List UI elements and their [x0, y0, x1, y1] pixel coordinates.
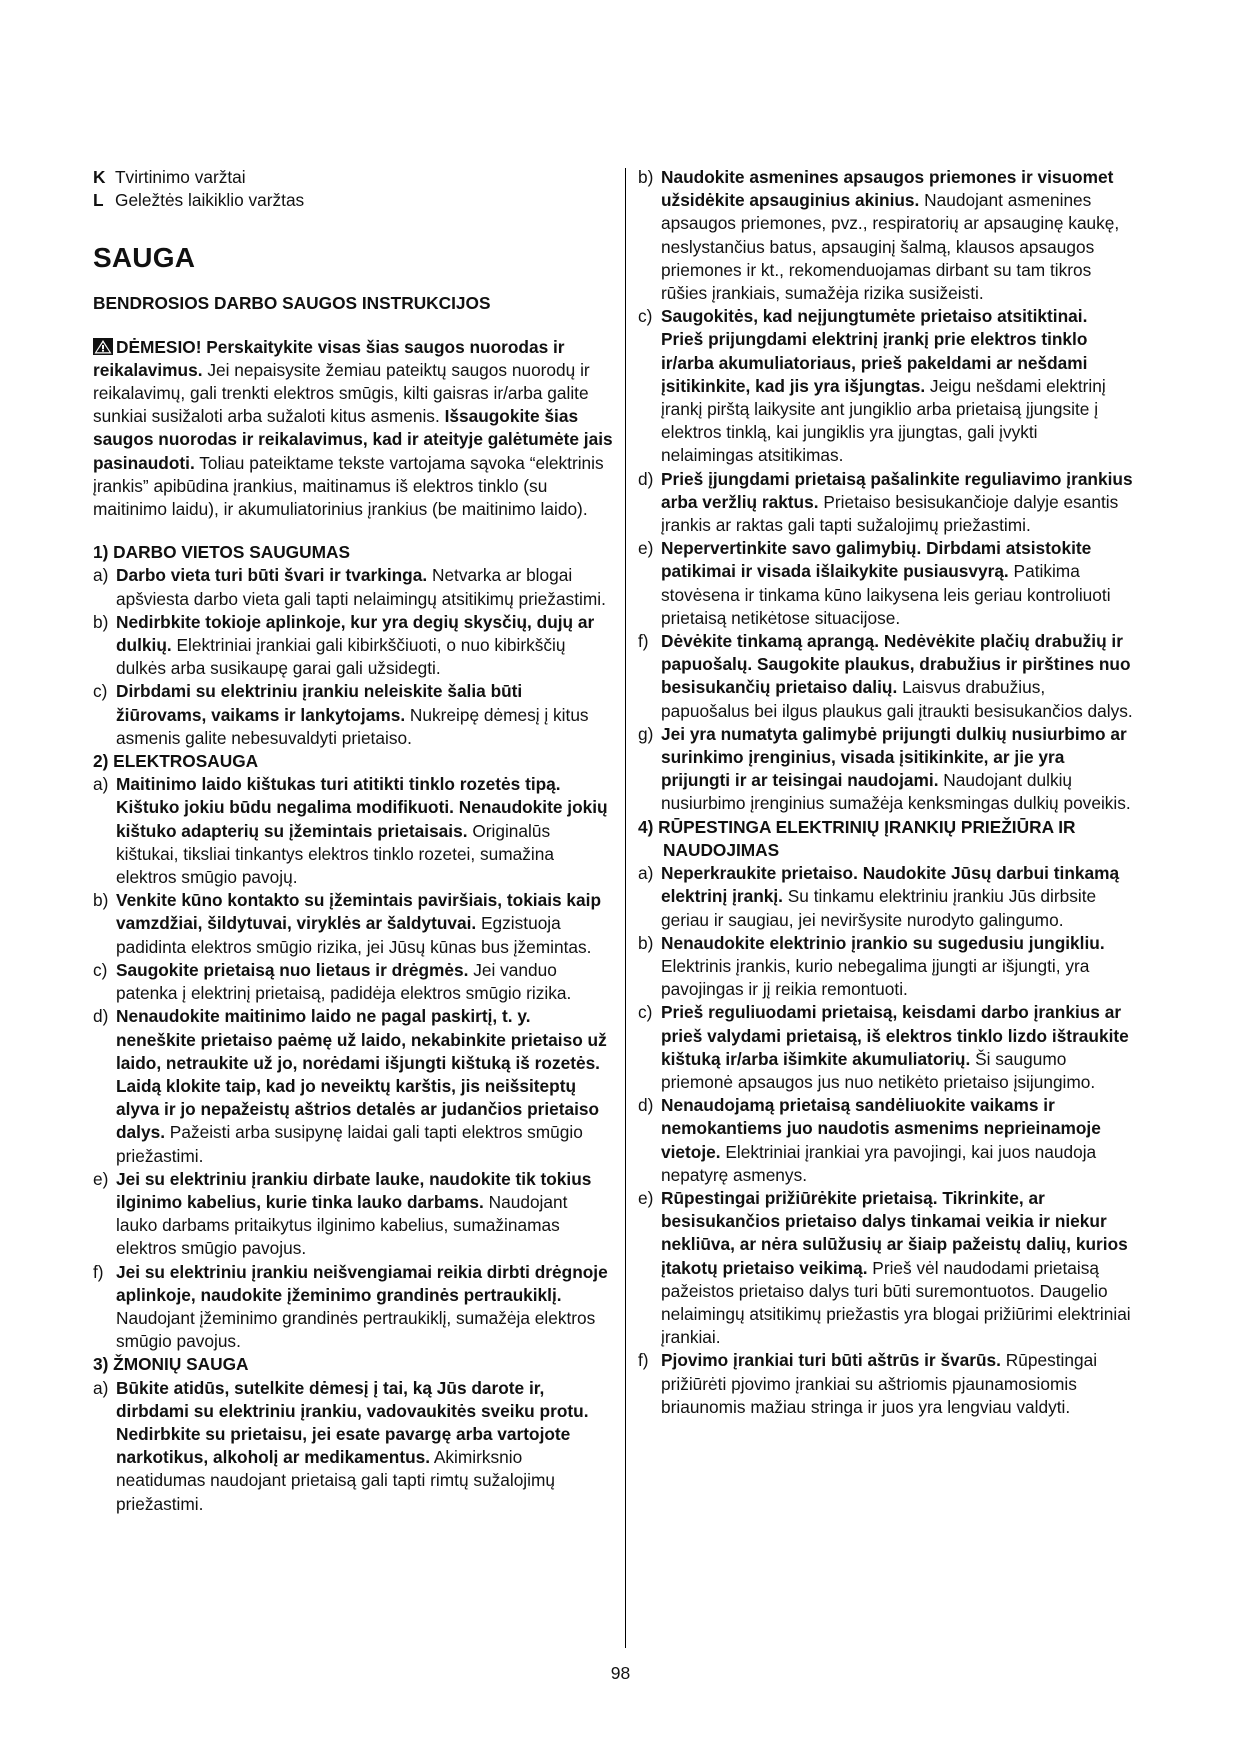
- list-item: a) Neperkraukite prietaiso. Naudokite Jūsų darbui tinkamą elektrinį įrankį. Su tinkamu elektriniu įrankiu Jūs dirbsite geriau ir saugiau, jei neviršysite nurodyto galingumo.: [638, 863, 1120, 930]
- section-subtitle: BENDROSIOS DARBO SAUGOS INSTRUKCIJOS: [93, 293, 491, 314]
- list-item: b) Nenaudokite elektrinio įrankio su sugedusiu jungikliu. Elektrinis įrankis, kurio nebegalima įjungti ar išjungti, yra pavojingas ir jį reikia remontuoti.: [638, 932, 1105, 1000]
- list-item: a) Būkite atidūs, sutelkite dėmesį į tai, ką Jūs darote ir, dirbdami su elektriniu įrankiu, vadovaukitės sveiku protu. Nedirbkite su prietaisu, jei esate pavargę arba vartojote narkotikus, alkoholį ar medikamentus. Akimirksnio neatidumas naudojant prietaisą gali tapti rimtų sužalojimų priežastimi.: [93, 1377, 589, 1514]
- list-item: g) Jei yra numatyta galimybė prijungti dulkių nusiurbimo ar surinkimo įrenginius, visada įsitikinkite, ar jie yra prijungti ir ar teisingai naudojami. Naudojant dulkių nusiurbimo įrenginius sumažėja kenksmingas dulkių poveikis.: [638, 723, 1131, 814]
- list-item: d) Nenaudokite maitinimo laido ne pagal paskirtį, t. y. neneškite prietaiso paėmę už laido, nekabinkite prietaiso už laido, netraukite už jo, norėdami išjungti kištuką iš rozetės. Laidą klokite taip, kad jo neveiktų karštis, jis neišsiteptų alyva ir jo nepažeistų aštrios detalės ar judančios prietaiso dalys. Pažeisti arba susipynę laidai gali tapti elektros smūgio priežastimi.: [93, 1006, 607, 1166]
- list-item: e) Jei su elektriniu įrankiu dirbate lauke, naudokite tik tokius ilginimo kabelius, kurie tinka lauko darbams. Naudojant lauko darbams pritaikytus ilginimo kabelius, sumažinamas elektros smūgio pavojus.: [93, 1168, 592, 1259]
- list-item: c) Saugokitės, kad neįjungtumėte prietaiso atsitiktinai. Prieš prijungdami elektrinį įrankį prie elektros tinklo ir/arba akumuliatoriaus, prieš pakeldami ar nešdami įsitikinkite, kad jis yra išjungtas. Jeigu nešdami elektrinį įrankį pirštą laikysite ant jungiklio arba prietaisą įjungsite į elektros tinklą, kai jungiklis yra įjungtas, gali įvykti nelaimingas atsitikimas.: [638, 306, 1106, 466]
- left-column: [93, 166, 613, 1516]
- legend-item-l: L Geležtės laikiklio varžtas: [93, 190, 305, 211]
- list-item: e) Nepervertinkite savo galimybių. Dirbdami atsistokite patikimai ir visada išlaikykite pusiausvyrą. Patikima stovėsena ir tinkama kūno laikysena leis geriau kontroliuoti prietaisą netikėtose situacijose.: [638, 538, 1111, 628]
- page-title: SAUGA: [93, 242, 196, 274]
- warning-triangle-icon: [93, 338, 113, 355]
- legend-item-k: K Tvirtinimo varžtai: [93, 167, 246, 187]
- right-column: [638, 166, 1134, 1419]
- list-item: b) Venkite kūno kontakto su įžemintais paviršiais, tokiais kaip vamzdžiai, šildytuvai, viryklės ar šaldytuvai. Egzistuoja padidinta elektros smūgio rizika, jei Jūsų kūnas bus įžemintas.: [93, 890, 602, 957]
- list-item: a) Maitinimo laido kištukas turi atitikti tinklo rozetės tipą. Kištuko jokiu būdu negalima modifikuoti. Nenaudokite jokių kištuko adapterių su įžemintais prietaisais. Originalūs kištukai, tiksliai tinkantys elektros tinklo rozetei, sumažina elektros smūgio pavojų.: [93, 774, 608, 888]
- list-item: c) Prieš reguliuodami prietaisą, keisdami darbo įrankius ar prieš valydami prietaisą, iš elektros tinklo lizdo ištraukite kištuką ir/arba išimkite akumuliatorių. Ši saugumo priemonė apsaugos jus nuo netikėto prietaiso įsijungimo.: [638, 1002, 1129, 1092]
- list-item: c) Dirbdami su elektriniu įrankiu neleiskite šalia būti žiūrovams, vaikams ir lankytojams. Nukreipę dėmesį į kitus asmenis galite nebesuvaldyti prietaiso.: [93, 681, 589, 748]
- list-item: b) Naudokite asmenines apsaugos priemones ir visuomet užsidėkite apsauginius akinius. Naudojant asmenines apsaugos priemones, pvz., respiratorių ar apsauginę kaukę, neslystančius batus, apsauginį šalmą, klausos apsaugos priemones ir kt., rekomenduojamas dirbant su tam tikros rūšies įrankiais, sumažėja rizika susižeisti.: [638, 167, 1120, 304]
- list-item: a) Darbo vieta turi būti švari ir tvarkinga. Netvarka ar blogai apšviesta darbo vieta gali tapti nelaimingų atsitikimų priežastimi.: [93, 565, 606, 609]
- warning-paragraph: DĖMESIO! Perskaitykite visas šias saugos nuorodas ir reikalavimus. Jei nepaisysite žemiau pateiktų saugos nuorodų ir reikalavimų, gali trenkti elektros smūgis, kilti gaisras ir/arba galite sunkiai susižaloti arba sužaloti kitus asmenis. Išsaugokite šias saugos nuorodas ir reikalavimus, kad ir ateityje galėtumėte jais pasinaudoti. Toliau pateiktame tekste vartojama sąvoka “elektrinis įrankis” apibūdina įrankius, maitinamus iš elektros tinklo (su maitinimo laidu), ir akumuliatorinius įrankius (be maitinimo laido).: [93, 336, 613, 520]
- section-2-heading: 2) ELEKTROSAUGA: [93, 751, 259, 772]
- list-item: b) Nedirbkite tokioje aplinkoje, kur yra degių skysčių, dujų ar dulkių. Elektriniai įrankiai gali kibirkščiuoti, o nuo kibirkščių dulkės arba susikaupę garai gali užsidegti.: [93, 611, 595, 679]
- list-item: f) Dėvėkite tinkamą aprangą. Nedėvėkite plačių drabužių ir papuošalų. Saugokite plaukus, drabužius ir pirštines nuo besisukančių prietaiso dalių. Laisvus drabužius, papuošalus bei ilgus plaukus gali įtraukti besisukančios dalys.: [638, 631, 1133, 721]
- list-item: d) Prieš įjungdami prietaisą pašalinkite reguliavimo įrankius arba veržlių raktus. Prietaiso besisukančioje dalyje esantis įrankis ar raktas gali tapti sužalojimų priežastimi.: [638, 468, 1133, 536]
- page-number: 98: [610, 1663, 631, 1683]
- list-item: f) Pjovimo įrankiai turi būti aštrūs ir švarūs. Rūpestingai prižiūrėti pjovimo įrankiai su aštriomis pjaunamosiomis briaunomis mažiau stringa ir juos yra lengviau valdyti.: [638, 1350, 1098, 1417]
- list-item: d) Nenaudojamą prietaisą sandėliuokite vaikams ir nemokantiems juo naudotis asmenims neprieinamoje vietoje. Elektriniai įrankiai yra pavojingi, kai juos naudoja nepatyrę asmenys.: [638, 1095, 1101, 1185]
- list-item: f) Jei su elektriniu įrankiu neišvengiamai reikia dirbti drėgnoje aplinkoje, naudokite įžeminimo grandinės pertraukiklį. Naudojant įžeminimo grandinės pertraukiklį, sumažėja elektros smūgio pavojus.: [93, 1261, 608, 1352]
- section-1-heading: 1) DARBO VIETOS SAUGUMAS: [93, 542, 351, 563]
- section-4-heading: 4) RŪPESTINGA ELEKTRINIŲ ĮRANKIŲ PRIEŽIŪRA IR NAUDOJIMAS: [638, 816, 1076, 860]
- list-item: e) Rūpestingai prižiūrėkite prietaisą. Tikrinkite, ar besisukančios prietaiso dalys tinkamai veikia ir niekur nekliūva, ar nėra sulūžusių ar šiaip pažeistų dalių, kurios įtakotų prietaiso veikimą. Prieš vėl naudodami prietaisą pažeistos prietaiso dalys turi būti suremontuotos. Daugelio nelaimingų atsitikimų priežastis yra blogai prižiūrimi elektriniai įrankiai.: [638, 1187, 1131, 1348]
- list-item: c) Saugokite prietaisą nuo lietaus ir drėgmės. Jei vanduo patenka į elektrinį prietaisą, padidėja elektros smūgio rizika.: [93, 959, 572, 1004]
- column-divider: [625, 168, 626, 1648]
- section-3-heading: 3) ŽMONIŲ SAUGA: [93, 1354, 249, 1375]
